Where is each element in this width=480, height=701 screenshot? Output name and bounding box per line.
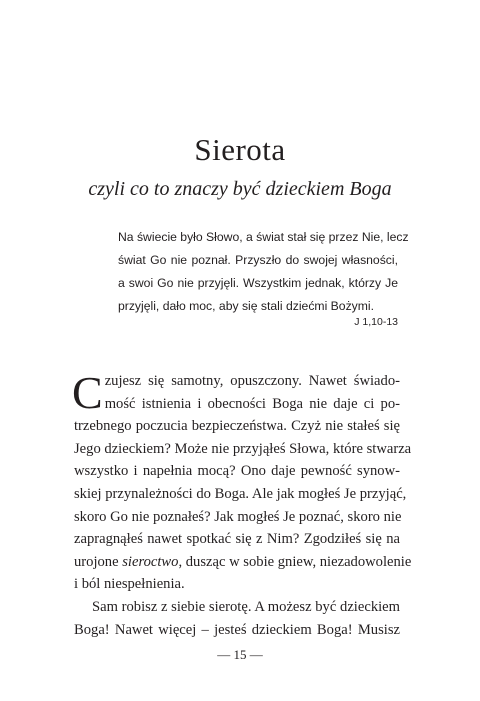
epigraph-line: a swoi Go nie przyjęli. Wszystkim jednak, którzy Je	[118, 276, 398, 290]
body-line: skoro Go nie poznałeś? Jak mogłeś Je poznać, skoro nie	[74, 508, 402, 525]
chapter-title: Sierota	[194, 132, 286, 167]
chapter-subtitle: czyli co to znaczy być dzieckiem Boga	[88, 178, 392, 200]
body-line: Sam robisz z siebie sierotę. A możesz być dzieckiem	[92, 598, 400, 615]
body-line: i ból niespełnienia.	[74, 576, 185, 593]
folio-dash-left: —	[217, 647, 234, 662]
body-line: wszystko i napełnia mocą? Ono daje pewność synow-	[74, 463, 400, 480]
folio-dash-right: —	[246, 647, 263, 662]
epigraph	[118, 226, 409, 318]
body-line: mość istnienia i obecności Boga nie daje ci po-	[104, 395, 400, 412]
body-line	[74, 551, 412, 574]
body-line: trzebnego poczucia bezpieczeństwa. Czyż nie stałeś się	[74, 418, 400, 435]
epigraph-line: przyjęli, dało moc, aby się stali dziećmi Bożymi.	[118, 299, 375, 313]
body-text	[72, 367, 412, 641]
epigraph-line: świat Go nie poznał. Przyszło do swojej własności,	[118, 253, 398, 267]
drop-cap: C	[72, 367, 103, 418]
body-line: zapragnąłeś nawet spotkać się z Nim? Zgodziłeś się na	[74, 531, 400, 548]
body-line: skiej przynależności do Boga. Ale jak mogłeś Je przyjąć,	[74, 485, 407, 502]
body-line-end: , dusząc w sobie gniew, niezadowolenie	[178, 553, 412, 570]
epigraph-reference: J 1,10-13	[354, 316, 398, 328]
folio-number: 15	[233, 647, 247, 662]
italic-word: sieroctwo	[122, 553, 179, 570]
body-line: Jego dzieckiem? Może nie przyjąłeś Słowa, które stwarza	[74, 440, 412, 457]
body-line-start: urojone	[74, 553, 123, 570]
page-number	[0, 647, 480, 663]
epigraph-line: Na świecie było Słowo, a świat stał się przez Nie, lecz	[118, 230, 409, 244]
body-line: Boga! Nawet więcej – jesteś dzieckiem Boga! Musisz	[74, 621, 400, 638]
body-line: zujesz się samotny, opuszczony. Nawet świado-	[104, 373, 400, 389]
